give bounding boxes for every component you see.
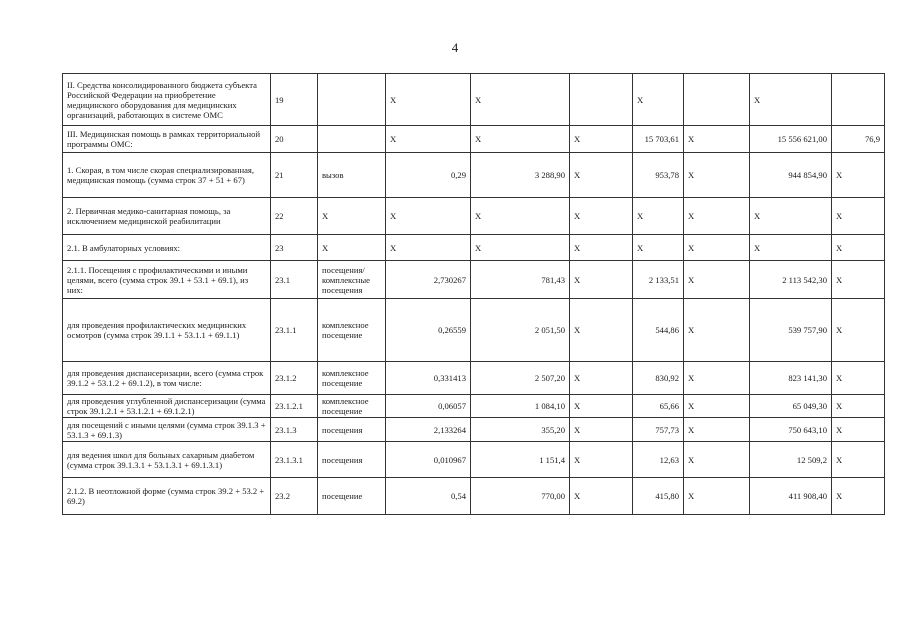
col7-cell: X	[633, 74, 684, 126]
page-number: 4	[451, 40, 459, 55]
cost-cell: X	[471, 235, 570, 261]
cost-cell: 2 051,50	[471, 299, 570, 362]
col7-cell: 953,78	[633, 153, 684, 198]
unit-cell: комплексное посещение	[318, 395, 386, 418]
table-row	[63, 126, 885, 153]
row-name-cell: 2. Первичная медико-санитарная помощь, за исключением медицинской реабилитации	[63, 198, 271, 235]
row-name-cell: для ведения школ для больных сахарным диабетом (сумма строк 39.1.3.1 + 53.1.3.1 + 69.1.3.1)	[63, 442, 271, 478]
cost-cell: 1 151,4	[471, 442, 570, 478]
col8-cell	[684, 74, 750, 126]
volume-cell: 2,730267	[386, 261, 471, 299]
table-row	[63, 395, 885, 418]
volume-cell: 0,331413	[386, 362, 471, 395]
col8-cell: X	[684, 153, 750, 198]
row-name-cell: для проведения углубленной диспансеризации (сумма строк 39.1.2.1 + 53.1.2.1 + 69.1.2.1)	[63, 395, 271, 418]
col8-cell: X	[684, 478, 750, 515]
row-code-cell: 23.1	[271, 261, 318, 299]
unit-cell: комплексное посещение	[318, 299, 386, 362]
unit-cell: комплексное посещение	[318, 362, 386, 395]
col8-cell: X	[684, 126, 750, 153]
col6-cell: X	[570, 395, 633, 418]
col8-cell: X	[684, 362, 750, 395]
col10-cell: X	[832, 153, 885, 198]
col6-cell: X	[570, 299, 633, 362]
col10-cell: X	[832, 362, 885, 395]
col9-cell: 2 113 542,30	[750, 261, 832, 299]
row-code-cell: 23	[271, 235, 318, 261]
col7-cell: 12,63	[633, 442, 684, 478]
cost-cell: 1 084,10	[471, 395, 570, 418]
volume-cell: 0,54	[386, 478, 471, 515]
col6-cell: X	[570, 261, 633, 299]
row-name-cell: для проведения диспансеризации, всего (сумма строк 39.1.2 + 53.1.2 + 69.1.2), в том числе:	[63, 362, 271, 395]
row-code-cell: 23.2	[271, 478, 318, 515]
col6-cell: X	[570, 442, 633, 478]
cost-cell: 770,00	[471, 478, 570, 515]
col8-cell: X	[684, 235, 750, 261]
table-row	[63, 299, 885, 362]
row-code-cell: 23.1.3.1	[271, 442, 318, 478]
col7-cell: 15 703,61	[633, 126, 684, 153]
col10-cell: X	[832, 198, 885, 235]
col8-cell: X	[684, 198, 750, 235]
volume-cell: X	[386, 74, 471, 126]
col6-cell	[570, 74, 633, 126]
unit-cell	[318, 126, 386, 153]
col10-cell: X	[832, 478, 885, 515]
col7-cell: 65,66	[633, 395, 684, 418]
col10-cell: X	[832, 442, 885, 478]
volume-cell: 0,26559	[386, 299, 471, 362]
table-row	[63, 362, 885, 395]
col6-cell: X	[570, 126, 633, 153]
table-row	[63, 198, 885, 235]
table-row	[63, 74, 885, 126]
col9-cell: 411 908,40	[750, 478, 832, 515]
unit-cell: посещения/ комплексные посещения	[318, 261, 386, 299]
row-name-cell: 2.1.2. В неотложной форме (сумма строк 39.2 + 53.2 + 69.2)	[63, 478, 271, 515]
row-name-cell: для посещений с иными целями (сумма строк 39.1.3 + 53.1.3 + 69.1.3)	[63, 418, 271, 442]
table-row	[63, 261, 885, 299]
row-name-cell: 2.1.1. Посещения с профилактическими и иными целями, всего (сумма строк 39.1 + 53.1 + 69.1), из них:	[63, 261, 271, 299]
col6-cell: X	[570, 153, 633, 198]
col8-cell: X	[684, 442, 750, 478]
volume-cell: X	[386, 126, 471, 153]
cost-cell: X	[471, 198, 570, 235]
volume-cell: 2,133264	[386, 418, 471, 442]
col6-cell: X	[570, 235, 633, 261]
col9-cell: 944 854,90	[750, 153, 832, 198]
col8-cell: X	[684, 395, 750, 418]
budget-table	[62, 73, 885, 515]
col6-cell: X	[570, 362, 633, 395]
row-name-cell: 2.1. В амбулаторных условиях:	[63, 235, 271, 261]
table-body	[63, 74, 885, 515]
col10-cell: X	[832, 395, 885, 418]
row-code-cell: 22	[271, 198, 318, 235]
table-row	[63, 478, 885, 515]
col8-cell: X	[684, 418, 750, 442]
row-code-cell: 19	[271, 74, 318, 126]
row-name-cell: III. Медицинская помощь в рамках территориальной программы ОМС:	[63, 126, 271, 153]
table-row	[63, 235, 885, 261]
col10-cell: X	[832, 299, 885, 362]
col9-cell: 750 643,10	[750, 418, 832, 442]
col7-cell: 415,80	[633, 478, 684, 515]
col6-cell: X	[570, 478, 633, 515]
table-row	[63, 442, 885, 478]
col10-cell: X	[832, 235, 885, 261]
cost-cell: X	[471, 74, 570, 126]
col7-cell: X	[633, 235, 684, 261]
row-code-cell: 20	[271, 126, 318, 153]
unit-cell: посещения	[318, 418, 386, 442]
row-code-cell: 23.1.2.1	[271, 395, 318, 418]
col10-cell: 76,9	[832, 126, 885, 153]
row-code-cell: 23.1.2	[271, 362, 318, 395]
col9-cell: 539 757,90	[750, 299, 832, 362]
col6-cell: X	[570, 198, 633, 235]
col7-cell: 830,92	[633, 362, 684, 395]
col7-cell: 757,73	[633, 418, 684, 442]
unit-cell: посещения	[318, 442, 386, 478]
col9-cell: 12 509,2	[750, 442, 832, 478]
col9-cell: X	[750, 235, 832, 261]
col9-cell: X	[750, 74, 832, 126]
row-name-cell: 1. Скорая, в том числе скорая специализированная, медицинская помощь (сумма строк 37 + 51 + 67)	[63, 153, 271, 198]
cost-cell: 2 507,20	[471, 362, 570, 395]
col9-cell: 15 556 621,00	[750, 126, 832, 153]
row-code-cell: 23.1.1	[271, 299, 318, 362]
cost-cell: X	[471, 126, 570, 153]
volume-cell: 0,010967	[386, 442, 471, 478]
col8-cell: X	[684, 299, 750, 362]
col10-cell: X	[832, 261, 885, 299]
col9-cell: 65 049,30	[750, 395, 832, 418]
unit-cell: посещение	[318, 478, 386, 515]
table-row	[63, 153, 885, 198]
col7-cell: X	[633, 198, 684, 235]
volume-cell: X	[386, 235, 471, 261]
volume-cell: 0,06057	[386, 395, 471, 418]
col7-cell: 2 133,51	[633, 261, 684, 299]
col9-cell: 823 141,30	[750, 362, 832, 395]
col8-cell: X	[684, 261, 750, 299]
unit-cell	[318, 74, 386, 126]
unit-cell: вызов	[318, 153, 386, 198]
cost-cell: 3 288,90	[471, 153, 570, 198]
col7-cell: 544,86	[633, 299, 684, 362]
table-row	[63, 418, 885, 442]
cost-cell: 781,43	[471, 261, 570, 299]
row-code-cell: 23.1.3	[271, 418, 318, 442]
col6-cell: X	[570, 418, 633, 442]
row-name-cell: II. Средства консолидированного бюджета субъекта Российской Федерации на приобретение медицинского оборудования для медицинских организаций, работающих в системе ОМС	[63, 74, 271, 126]
volume-cell: 0,29	[386, 153, 471, 198]
col10-cell	[832, 74, 885, 126]
cost-cell: 355,20	[471, 418, 570, 442]
unit-cell: X	[318, 235, 386, 261]
row-code-cell: 21	[271, 153, 318, 198]
col9-cell: X	[750, 198, 832, 235]
unit-cell: X	[318, 198, 386, 235]
row-name-cell: для проведения профилактических медицинских осмотров (сумма строк 39.1.1 + 53.1.1 + 69.1.1)	[63, 299, 271, 362]
col10-cell: X	[832, 418, 885, 442]
volume-cell: X	[386, 198, 471, 235]
